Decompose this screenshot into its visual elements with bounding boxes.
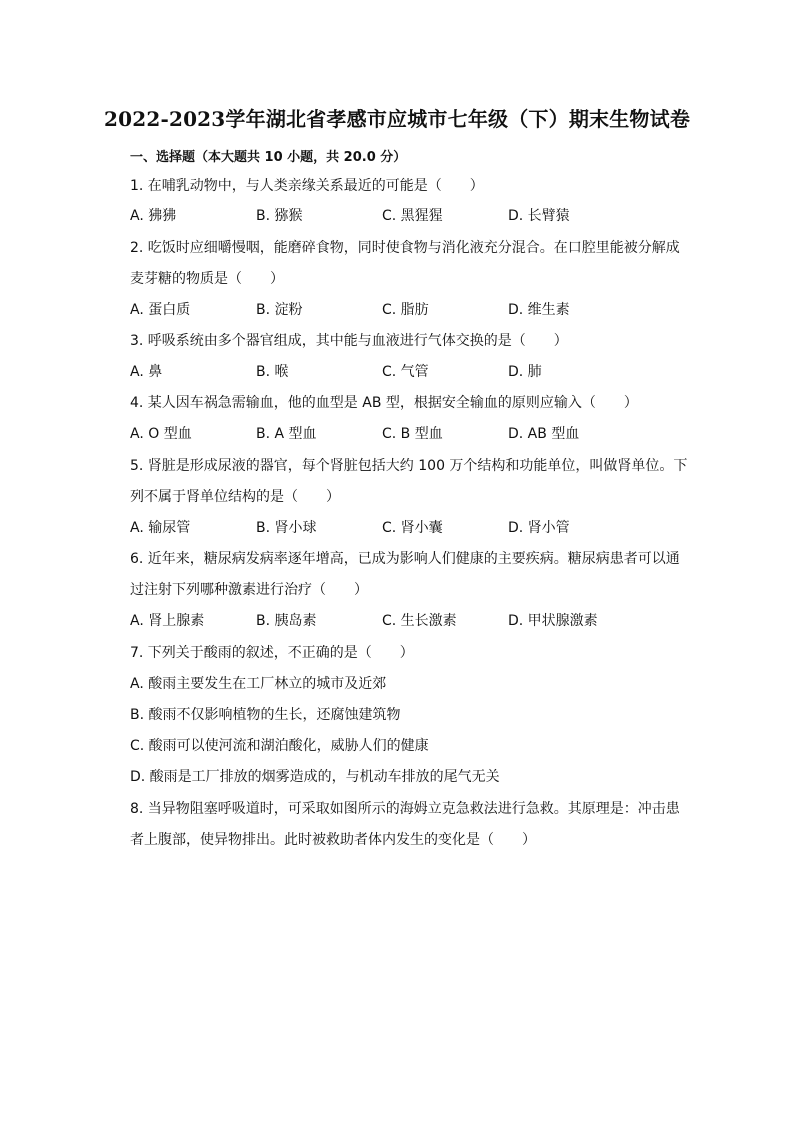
question-5-option-c: C. 肾小囊 [382,520,443,536]
question-8-text-line-2: 者上腹部，使异物排出。此时被救助者体内发生的变化是（ ） [130,832,536,848]
page-title: 2022-2023学年湖北省孝感市应城市七年级（下）期末生物试卷 [103,107,691,131]
question-5-option-a: A. 输尿管 [130,520,191,536]
question-5-text-line-2: 列不属于肾单位结构的是（ ） [130,489,340,505]
question-1-option-b: B. 猕猴 [256,208,303,224]
question-4-text: 4. 某人因车祸急需输血，他的血型是 AB 型，根据安全输血的原则应输入（ ） [130,395,638,411]
question-1-text: 1. 在哺乳动物中，与人类亲缘关系最近的可能是（ ） [130,178,484,194]
question-4-option-b: B. A 型血 [256,426,317,442]
question-5-option-d: D. 肾小管 [508,520,570,536]
question-5-option-b: B. 肾小球 [256,520,317,536]
question-6-option-b: B. 胰岛素 [256,613,317,629]
question-8-text-line-1: 8. 当异物阻塞呼吸道时，可采取如图所示的海姆立克急救法进行急救。其原理是：冲击患 [130,801,680,817]
question-6-text-line-2: 过注射下列哪种激素进行治疗（ ） [130,582,368,598]
question-2-option-a: A. 蛋白质 [130,302,191,318]
question-2-option-c: C. 脂肪 [382,302,429,318]
question-7-text: 7. 下列关于酸雨的叙述，不正确的是（ ） [130,645,414,661]
question-6-text-line-1: 6. 近年来，糖尿病发病率逐年增高，已成为影响人们健康的主要疾病。糖尿病患者可以通 [130,551,680,567]
question-2-text-line-1: 2. 吃饭时应细嚼慢咽，能磨碎食物，同时使食物与消化液充分混合。在口腔里能被分解成 [130,240,680,256]
question-1-option-c: C. 黑猩猩 [382,208,443,224]
question-4-option-a: A. O 型血 [130,426,192,442]
question-7-option-b: B. 酸雨不仅影响植物的生长，还腐蚀建筑物 [130,707,401,723]
question-3-option-b: B. 喉 [256,364,289,380]
question-3-option-c: C. 气管 [382,364,429,380]
question-4-option-d: D. AB 型血 [508,426,580,442]
question-7-option-d: D. 酸雨是工厂排放的烟雾造成的，与机动车排放的尾气无关 [130,769,500,785]
question-4-option-c: C. B 型血 [382,426,443,442]
question-3-option-d: D. 肺 [508,364,542,380]
question-3-option-a: A. 鼻 [130,364,163,380]
question-3-text: 3. 呼吸系统由多个器官组成，其中能与血液进行气体交换的是（ ） [130,333,568,349]
question-2-text-line-2: 麦芽糖的物质是（ ） [130,271,284,287]
question-7-option-c: C. 酸雨可以使河流和湖泊酸化，威胁人们的健康 [130,738,429,754]
question-2-option-b: B. 淀粉 [256,302,303,318]
question-2-option-d: D. 维生素 [508,302,570,318]
section-heading: 一、选择题（本大题共 10 小题，共 20.0 分） [130,150,407,165]
question-7-option-a: A. 酸雨主要发生在工厂林立的城市及近郊 [130,676,387,692]
question-5-text-line-1: 5. 肾脏是形成尿液的器官，每个肾脏包括大约 100 万个结构和功能单位，叫做肾单位。下 [130,458,688,474]
question-6-option-a: A. 肾上腺素 [130,613,205,629]
question-6-option-d: D. 甲状腺激素 [508,613,598,629]
question-6-option-c: C. 生长激素 [382,613,457,629]
question-1-option-a: A. 狒狒 [130,208,177,224]
question-1-option-d: D. 长臂猿 [508,208,570,224]
